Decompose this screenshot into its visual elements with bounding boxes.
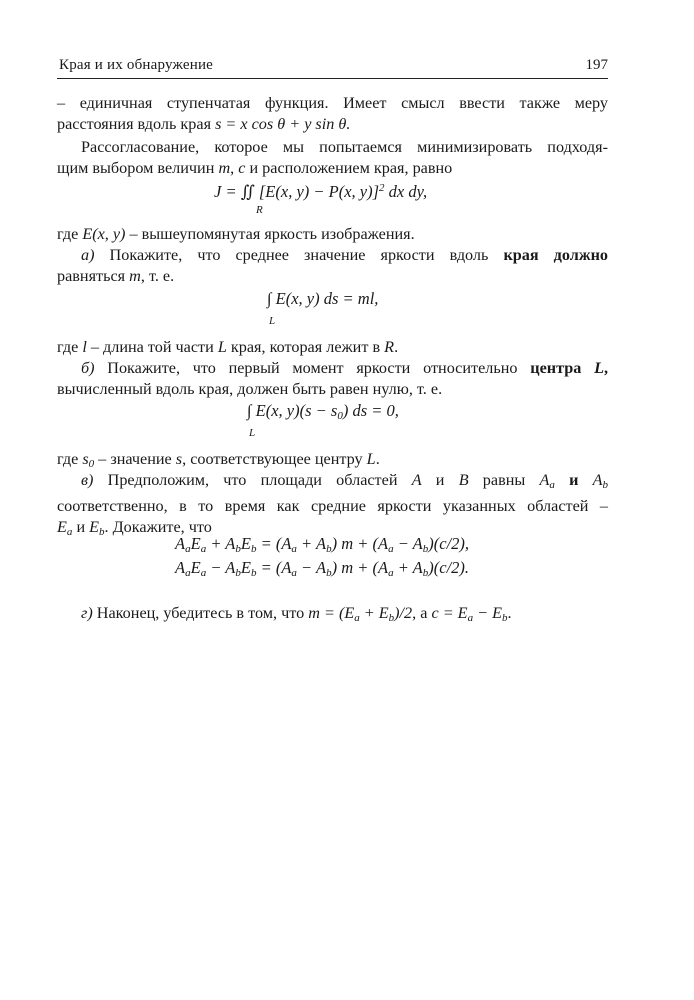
equation-first-moment: ∫ E(x, $y)(s - s_0)$ ds = 0, L [247, 400, 399, 427]
text-line: щим выбором величин m, c и расположением края, равно [57, 159, 453, 177]
text-line: где l – длина той части L края, которая лежит в R. [57, 338, 399, 356]
paragraph-brightness [57, 224, 608, 245]
equation-mismatch: J = ∬ [E(x, y) − P(x, y)]$^2$ dx dy, R [214, 177, 427, 203]
text-line: а) Покажите, что среднее значение яркости вдоль края должно [81, 246, 608, 264]
text-line: Рассогласование, которое мы попытаемся минимизировать подходя- [81, 138, 608, 156]
paragraph-length [57, 337, 608, 358]
inline-formula: s = x cos θ + y sin θ. [215, 115, 351, 133]
equation-system-line-1: $A_aE_a + A_bE_b = (A_a + A_b) m + (A_a - A_b)(c/2)$, [175, 534, 470, 555]
text-line: соответственно, в то время как средние яркости указанных областей – [57, 497, 608, 515]
exercise-part-b [57, 358, 608, 400]
exercise-part-g [57, 603, 608, 629]
text-line: г) Наконец, убедитесь в том, что $m = (E_a + E_b)/2$, а $c = E_a - E_b$. [81, 604, 512, 624]
text-line: где $s_0$ – значение s, соответствующее центру L. [57, 450, 380, 470]
text-line: где E(x, y) – вышеупомянутая яркость изображения. [57, 225, 415, 243]
equation-system-line-2: $A_aE_a - A_bE_b = (A_a - A_b) m + (A_a + A_b)(c/2)$. [175, 558, 470, 579]
running-head-title: Края и их обнаружение [59, 57, 214, 73]
text-line: вычисленный вдоль края, должен быть равен нулю, т. е. [57, 380, 443, 398]
page-number: 197 [585, 57, 608, 73]
running-head [57, 56, 608, 79]
text-line: равняться m, т. е. [57, 267, 175, 285]
paragraph-unit-step [57, 93, 608, 135]
integral-limit: R [256, 204, 263, 216]
equation-mean-brightness: ∫ E(x, y) ds = ml, L [267, 288, 378, 310]
text-line: – единичная ступенчатая функция. Имеет смысл ввести также меру [57, 94, 608, 112]
text-line: расстояния вдоль края s = x cos θ + y sin θ. [57, 115, 351, 133]
paragraph-mismatch [57, 137, 608, 179]
integral-limit: L [269, 315, 276, 327]
text-line: б) Покажите, что первый момент яркости относительно центра L, [81, 359, 609, 377]
integral-limit: L [249, 427, 256, 439]
exercise-part-a [57, 245, 608, 287]
text-line: $E_a$ и $E_b$. Докажите, что [57, 518, 212, 538]
text-line: в) Предположим, что площади областей A и B равны $A_a$ и $A_b$ [81, 471, 609, 491]
